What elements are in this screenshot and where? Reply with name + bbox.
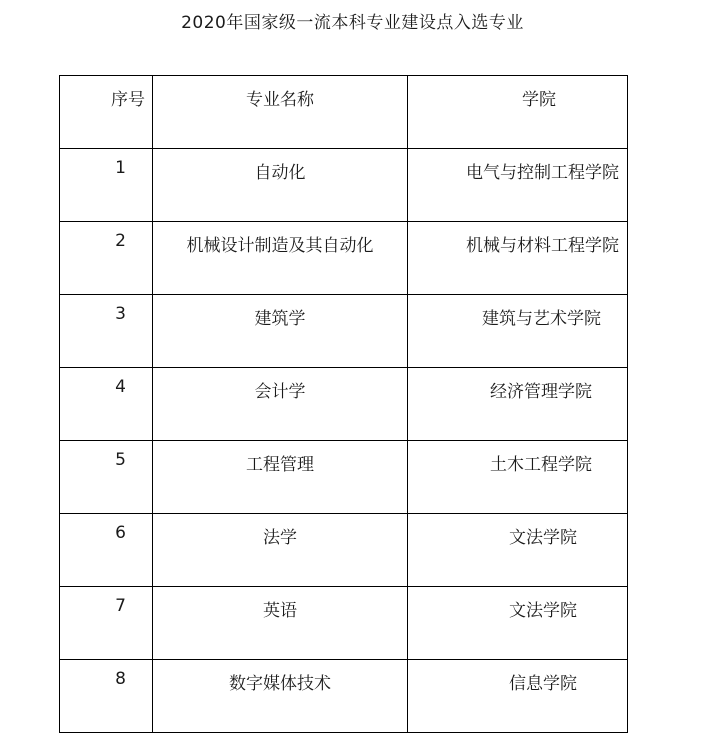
row-college: 文法学院 bbox=[408, 587, 628, 660]
row-no: 1 bbox=[60, 149, 153, 222]
table-row bbox=[60, 149, 628, 222]
row-name: 自动化 bbox=[153, 149, 408, 222]
row-no: 3 bbox=[60, 295, 153, 368]
row-no: 2 bbox=[60, 222, 153, 295]
table-row bbox=[60, 222, 628, 295]
row-college: 土木工程学院 bbox=[408, 441, 628, 514]
header-name: 专业名称 bbox=[153, 76, 408, 149]
table-row bbox=[60, 587, 628, 660]
row-no: 5 bbox=[60, 441, 153, 514]
header-no: 序号 bbox=[60, 76, 153, 149]
row-college: 建筑与艺术学院 bbox=[408, 295, 628, 368]
row-no: 6 bbox=[60, 514, 153, 587]
row-name: 建筑学 bbox=[153, 295, 408, 368]
row-college: 电气与控制工程学院 bbox=[408, 149, 628, 222]
row-name: 工程管理 bbox=[153, 441, 408, 514]
table-row bbox=[60, 514, 628, 587]
major-table bbox=[59, 75, 628, 733]
row-name: 数字媒体技术 bbox=[153, 660, 408, 733]
table-row bbox=[60, 660, 628, 733]
row-no: 4 bbox=[60, 368, 153, 441]
table-row bbox=[60, 295, 628, 368]
row-college: 机械与材料工程学院 bbox=[408, 222, 628, 295]
row-college: 文法学院 bbox=[408, 514, 628, 587]
row-name: 英语 bbox=[153, 587, 408, 660]
row-college: 信息学院 bbox=[408, 660, 628, 733]
row-no: 8 bbox=[60, 660, 153, 733]
row-no: 7 bbox=[60, 587, 153, 660]
row-name: 机械设计制造及其自动化 bbox=[153, 222, 408, 295]
row-name: 法学 bbox=[153, 514, 408, 587]
page-title: 2020年国家级一流本科专业建设点入选专业 bbox=[181, 13, 524, 33]
table-row bbox=[60, 368, 628, 441]
table-row bbox=[60, 441, 628, 514]
row-college: 经济管理学院 bbox=[408, 368, 628, 441]
table-header-row bbox=[60, 76, 628, 149]
header-college: 学院 bbox=[408, 76, 628, 149]
row-name: 会计学 bbox=[153, 368, 408, 441]
